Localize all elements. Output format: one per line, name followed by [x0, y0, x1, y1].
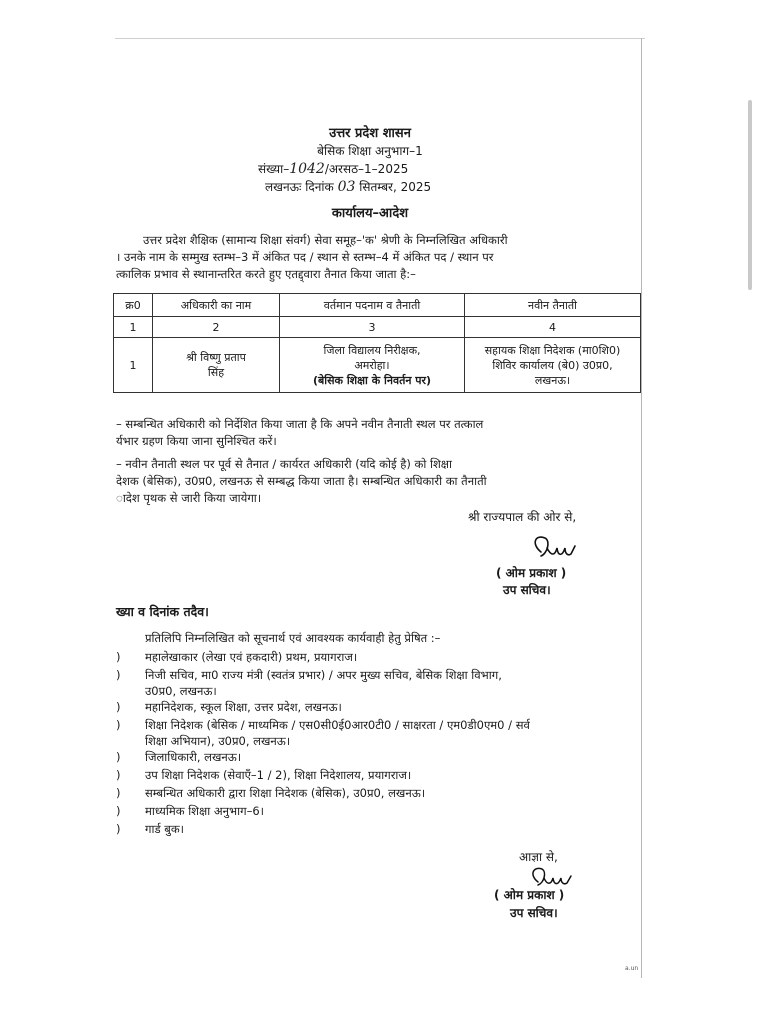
corner-mark: a.un: [625, 965, 639, 972]
intro-line-3: त्कालिक प्रभाव से स्थानान्तरित करते हुए एतद्द्वारा तैनात किया जाता है:–: [116, 267, 416, 281]
copy-intro: प्रतिलिपि निम्नलिखित को सूचनार्थ एवं आवश्यक कार्यवाही हेतु प्रेषित :–: [145, 631, 441, 645]
signatory-designation: उप सचिव।: [503, 583, 551, 597]
copy-item-number: ): [116, 804, 121, 818]
signature-image: [527, 530, 587, 564]
order-date-suffix: सितम्बर, 2025: [359, 180, 432, 194]
copy-item-text: महालेखाकार (लेखा एवं हकदारी) प्रथम, प्रयागराज।: [145, 650, 358, 664]
header-new-posting: नवीन तैनाती: [465, 294, 641, 317]
col-number: 3: [280, 317, 465, 338]
govt-title: उत्तर प्रदेश शासन: [329, 126, 411, 141]
copy-item-text: महानिदेशक, स्कूल शिक्षा, उत्तर प्रदेश, लखनऊ।: [145, 700, 342, 714]
copy-item-text: निजी सचिव, मा0 राज्य मंत्री (स्वतंत्र प्रभार) / अपर मुख्य सचिव, बेसिक शिक्षा विभाग,: [145, 668, 502, 682]
order-number-label: संख्या–: [258, 162, 290, 176]
para3-line-2: देशक (बेसिक), उ0प्र0, लखनऊ से सम्बद्ध किया जाता है। सम्बन्धित अधिकारी का तैनाती: [116, 474, 487, 488]
col-number: 4: [465, 317, 641, 338]
intro-line-1: उत्तर प्रदेश शैक्षिक (सामान्य शिक्षा संवर्ग) सेवा समूह–'क' श्रेणी के निम्नलिखित अधिकारी: [143, 233, 508, 247]
order-date-label: लखनऊः दिनांक: [265, 180, 334, 194]
order-date: [265, 180, 431, 194]
header-officer-name: अधिकारी का नाम: [153, 294, 280, 317]
copy-item-number: ): [116, 786, 121, 800]
on-behalf-text: श्री राज्यपाल की ओर से,: [468, 510, 577, 524]
copy-item-text: सम्बन्धित अधिकारी द्वारा शिक्षा निदेशक (बेसिक), उ0प्र0, लखनऊ।: [145, 786, 426, 800]
current-posting-line: अमरोहा।: [354, 358, 390, 372]
row-officer-name: [153, 338, 280, 393]
section-name: बेसिक शिक्षा अनुभाग–1: [317, 144, 423, 158]
copy-item-number: ): [116, 718, 121, 732]
copy-item-text: शिक्षा निदेशक (बेसिक / माध्यमिक / एस0सी0ई0आर0टी0 / साक्षरता / एम0डी0एम0 / सर्व: [145, 718, 530, 732]
order-number-suffix: /अरसठ–1–2025: [324, 162, 409, 176]
para3-line-1: – नवीन तैनाती स्थल पर पूर्व से तैनात / कार्यरत अधिकारी (यदि कोई है) को शिक्षा: [116, 457, 453, 471]
transfer-table: [113, 293, 641, 393]
header-current-posting: वर्तमान पदनाम व तैनाती: [280, 294, 465, 317]
copy-item-text: उप शिक्षा निदेशक (सेवाएँ–1 / 2), शिक्षा निदेशालय, प्रयागराज।: [145, 768, 412, 782]
copy-item-number: ): [116, 650, 121, 664]
table-column-number-row: [114, 317, 641, 338]
copy-item-number: ): [116, 668, 121, 682]
officer-name-line: सिंह: [207, 366, 225, 379]
row-sno: 1: [114, 338, 153, 393]
col-number: 1: [114, 317, 153, 338]
table-row: [114, 338, 641, 393]
new-posting-line: शिविर कार्यालय (बे0) उ0प्र0,: [492, 358, 613, 372]
vertical-scrollbar[interactable]: [748, 100, 752, 290]
page-top-edge: [115, 38, 645, 39]
copy-item-number: ): [116, 700, 121, 714]
para2-line-2: र्यभार ग्रहण किया जाना सुनिश्चित करें।: [116, 434, 277, 448]
copy-item-text: माध्यमिक शिक्षा अनुभाग–6।: [145, 804, 265, 818]
new-posting-line: सहायक शिक्षा निदेशक (मा0शि0): [484, 343, 621, 357]
copy-heading: ख्या व दिनांक तदैव।: [116, 604, 209, 619]
copy-item-number: ): [116, 822, 121, 836]
by-order-text: आज्ञा से,: [519, 850, 558, 864]
signatory-name: ( ओम प्रकाश ): [494, 888, 565, 902]
copy-item-number: ): [116, 768, 121, 782]
order-number-handwritten: 1042: [289, 161, 325, 177]
current-posting-line: (बेसिक शिक्षा के निवर्तन पर): [312, 373, 432, 387]
intro-line-2: । उनके नाम के सम्मुख स्तम्भ–3 में अंकित पद / स्थान से स्तम्भ–4 में अंकित पद / स्थान पर: [116, 250, 494, 264]
row-current-posting: [280, 338, 465, 393]
copy-item-text: शिक्षा अभियान), उ0प्र0, लखनऊ।: [145, 734, 291, 748]
copy-item-text: उ0प्र0, लखनऊ।: [145, 684, 217, 698]
new-posting-line: लखनऊ।: [534, 373, 571, 387]
copy-item-number: ): [116, 750, 121, 764]
copy-item-text: गार्ड बुक।: [145, 822, 185, 836]
signatory-name: ( ओम प्रकाश ): [496, 566, 567, 580]
order-date-handwritten: 03: [337, 179, 356, 195]
office-order-heading: कार्यालय–आदेश: [331, 206, 409, 221]
signatory-designation: उप सचिव।: [510, 906, 558, 920]
para2-line-1: – सम्बन्धित अधिकारी को निर्देशित किया जाता है कि अपने नवीन तैनाती स्थल पर तत्काल: [116, 417, 484, 431]
header-sno: क्र0: [114, 294, 153, 317]
copy-item-text: जिलाधिकारी, लखनऊ।: [145, 750, 242, 764]
page-right-edge: [641, 38, 642, 978]
para3-line-3: ादेश पृथक से जारी किया जायेगा।: [116, 491, 262, 505]
officer-name-line: श्री विष्णु प्रताप: [186, 351, 246, 364]
table-header-row: [114, 294, 641, 317]
row-new-posting: [465, 338, 641, 393]
order-number: [258, 162, 408, 176]
current-posting-line: जिला विद्यालय निरीक्षक,: [323, 343, 421, 357]
col-number: 2: [153, 317, 280, 338]
